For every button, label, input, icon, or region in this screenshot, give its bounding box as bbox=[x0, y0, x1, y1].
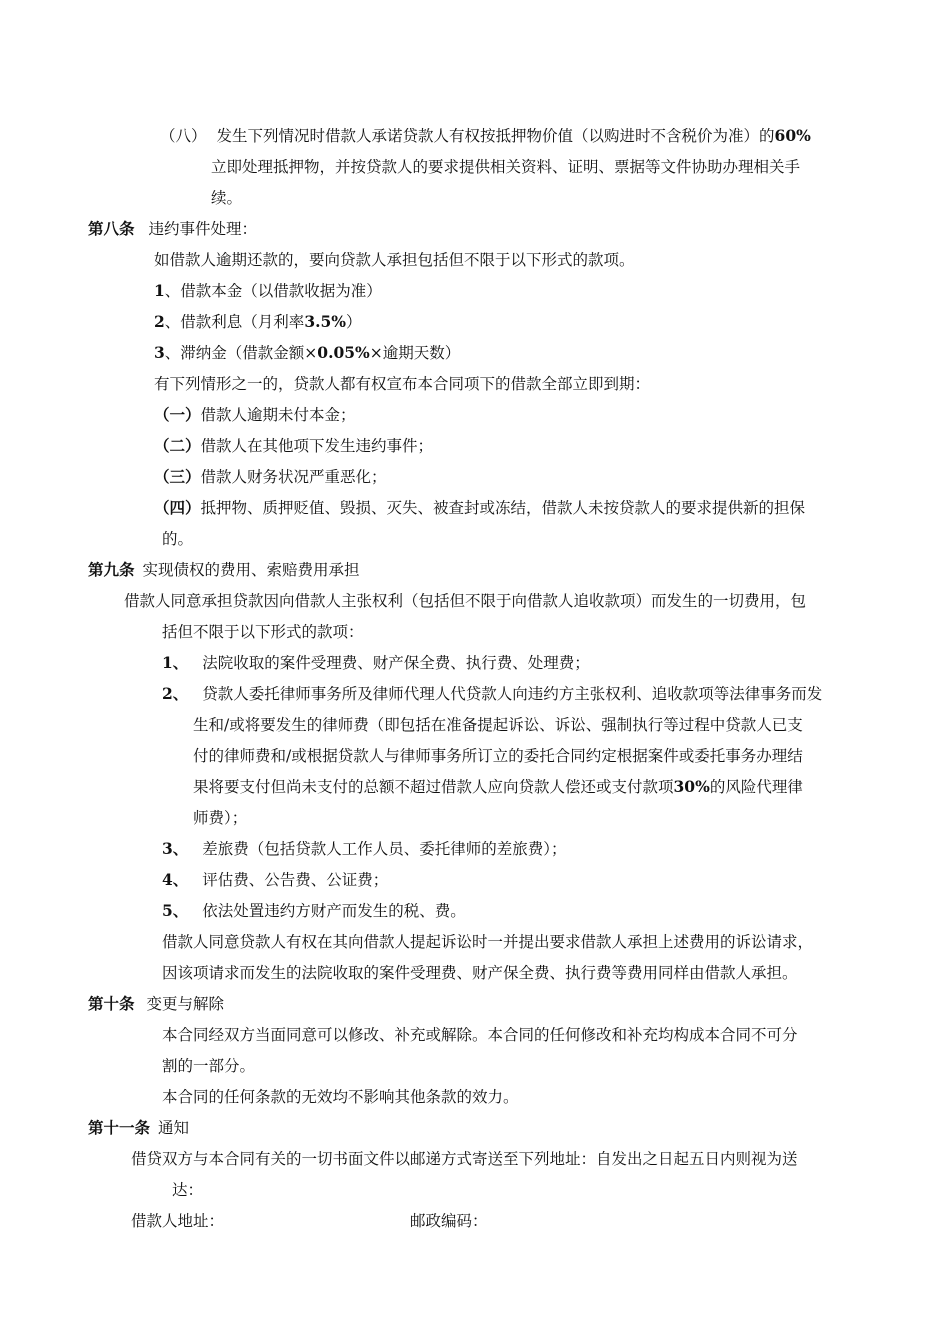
article-9-item-2 bbox=[162, 683, 822, 705]
article-8-case-2 bbox=[154, 435, 433, 457]
article-10-title: 变更与解除 bbox=[146, 995, 225, 1013]
article-9-item-4 bbox=[162, 869, 388, 891]
case-number: （一） bbox=[154, 405, 201, 424]
article-8-case-4-cont: 的。 bbox=[162, 530, 194, 548]
case-text: 抵押物、质押贬值、毁损、灭失、被查封或冻结，借款人未按贷款人的要求提供新的担保 bbox=[200, 499, 806, 517]
item-text-end: 的风险代理律 bbox=[709, 778, 803, 796]
case-number: （三） bbox=[154, 467, 201, 486]
article-8-case-4 bbox=[154, 497, 805, 519]
item-text-end: ×逾期天数） bbox=[369, 344, 461, 362]
article-9-title: 实现债权的费用、索赔费用承担 bbox=[142, 561, 360, 579]
case-text: 借款人逾期未付本金； bbox=[200, 406, 356, 424]
item-text: 评估费、公告费、公证费； bbox=[202, 871, 389, 889]
item-number: 1、 bbox=[162, 653, 189, 672]
item-text: 贷款人委托律师事务所及律师代理人代贷款人向违约方主张权利、追收款项等法律事务而发 bbox=[202, 685, 823, 703]
late-fee-rate: 0.05% bbox=[317, 343, 370, 362]
article-10-paragraph-2: 本合同的任何条款的无效均不影响其他条款的效力。 bbox=[162, 1088, 519, 1106]
item-number: 3、 bbox=[162, 839, 189, 858]
article-8-paragraph-2: 有下列情形之一的，贷款人都有权宣布本合同项下的借款全部立即到期： bbox=[154, 375, 651, 393]
clause-8-marker: （八） bbox=[160, 127, 207, 145]
item-number: 1 bbox=[154, 281, 165, 300]
item-text: 、借款本金（以借款收据为准） bbox=[164, 282, 382, 300]
article-9-item-2-line-5: 师费）； bbox=[193, 809, 248, 827]
article-9-item-1 bbox=[162, 652, 590, 674]
item-number: 2 bbox=[154, 312, 165, 331]
clause-8-line-1 bbox=[160, 125, 811, 147]
article-9-paragraph-1-cont: 括但不限于以下形式的款项： bbox=[162, 623, 364, 641]
article-9-item-3 bbox=[162, 838, 567, 860]
article-9-item-2-line-3: 付的律师费和/或根据贷款人与律师事务所订立的委托合同约定根据案件或委托事务办理结 bbox=[193, 747, 803, 765]
item-text-end: ） bbox=[346, 313, 362, 331]
article-9-number: 第九条 bbox=[88, 560, 135, 579]
article-9-paragraph-2: 借款人同意贷款人有权在其向借款人提起诉讼时一并提出要求借款人承担上述费用的诉讼请求， bbox=[162, 933, 814, 951]
article-11-title: 通知 bbox=[158, 1119, 190, 1137]
article-9-paragraph-2-cont: 因该项请求而发生的法院收取的案件受理费、财产保全费、执行费等费用同样由借款人承担。 bbox=[162, 964, 798, 982]
item-number: 5、 bbox=[162, 901, 189, 920]
item-number: 4、 bbox=[162, 870, 189, 889]
article-8-item-1 bbox=[154, 280, 382, 302]
article-9-heading bbox=[88, 559, 360, 581]
article-8-number: 第八条 bbox=[88, 219, 135, 238]
item-number: 3 bbox=[154, 343, 165, 362]
risk-fee-percent: 30% bbox=[673, 777, 710, 796]
article-11-paragraph-1-cont: 达： bbox=[172, 1181, 204, 1199]
case-text: 借款人在其他项下发生违约事件； bbox=[200, 437, 434, 455]
clause-8-line-3: 续。 bbox=[211, 189, 243, 207]
interest-rate: 3.5% bbox=[304, 312, 347, 331]
item-text: 依法处置违约方财产而发生的税、费。 bbox=[202, 902, 466, 920]
article-11-paragraph-1: 借贷双方与本合同有关的一切书面文件以邮递方式寄送至下列地址：自发出之日起五日内则视为送 bbox=[131, 1150, 798, 1168]
article-8-case-1 bbox=[154, 404, 356, 426]
article-8-case-3 bbox=[154, 466, 387, 488]
article-9-item-2-line-2: 生和/或将要发生的律师费（即包括在准备提起诉讼、诉讼、强制执行等过程中贷款人已支 bbox=[193, 716, 803, 734]
article-10-paragraph-1: 本合同经双方当面同意可以修改、补充或解除。本合同的任何修改和补充均构成本合同不可分 bbox=[162, 1026, 798, 1044]
article-8-paragraph-1: 如借款人逾期还款的，要向贷款人承担包括但不限于以下形式的款项。 bbox=[154, 251, 635, 269]
clause-8-percent: 60% bbox=[774, 126, 811, 145]
article-9-item-2-line-4 bbox=[193, 776, 803, 798]
article-9-paragraph-1: 借款人同意承担贷款因向借款人主张权利（包括但不限于向借款人追收款项）而发生的一切费用，包 bbox=[124, 592, 807, 610]
article-11-heading bbox=[88, 1117, 189, 1139]
case-number: （二） bbox=[154, 436, 201, 455]
item-text: 、借款利息（月利率 bbox=[164, 313, 305, 331]
case-number: （四） bbox=[154, 498, 201, 517]
borrower-address-label: 借款人地址： bbox=[131, 1212, 225, 1230]
item-text: 法院收取的案件受理费、财产保全费、执行费、处理费； bbox=[202, 654, 590, 672]
case-text: 借款人财务状况严重恶化； bbox=[200, 468, 387, 486]
article-8-title: 违约事件处理： bbox=[148, 220, 258, 238]
clause-8-text: 发生下列情况时借款人承诺贷款人有权按抵押物价值（以购进时不含税价为准）的 bbox=[216, 127, 775, 145]
article-8-item-3 bbox=[154, 342, 460, 364]
item-text: 差旅费（包括贷款人工作人员、委托律师的差旅费）； bbox=[202, 840, 567, 858]
article-10-number: 第十条 bbox=[88, 994, 135, 1013]
item-text: 、滞纳金（借款金额× bbox=[164, 344, 318, 362]
clause-8-line-2: 立即处理抵押物，并按贷款人的要求提供相关资料、证明、票据等文件协助办理相关手 bbox=[211, 158, 801, 176]
postal-code-label: 邮政编码： bbox=[410, 1212, 488, 1230]
article-9-item-5 bbox=[162, 900, 466, 922]
item-number: 2、 bbox=[162, 684, 189, 703]
article-10-heading bbox=[88, 993, 224, 1015]
article-8-heading bbox=[88, 218, 257, 240]
article-10-paragraph-1-cont: 割的一部分。 bbox=[162, 1057, 256, 1075]
item-text: 果将要支付但尚未支付的总额不超过借款人应向贷款人偿还或支付款项 bbox=[193, 778, 674, 796]
article-11-number: 第十一条 bbox=[88, 1118, 151, 1137]
article-8-item-2 bbox=[154, 311, 362, 333]
